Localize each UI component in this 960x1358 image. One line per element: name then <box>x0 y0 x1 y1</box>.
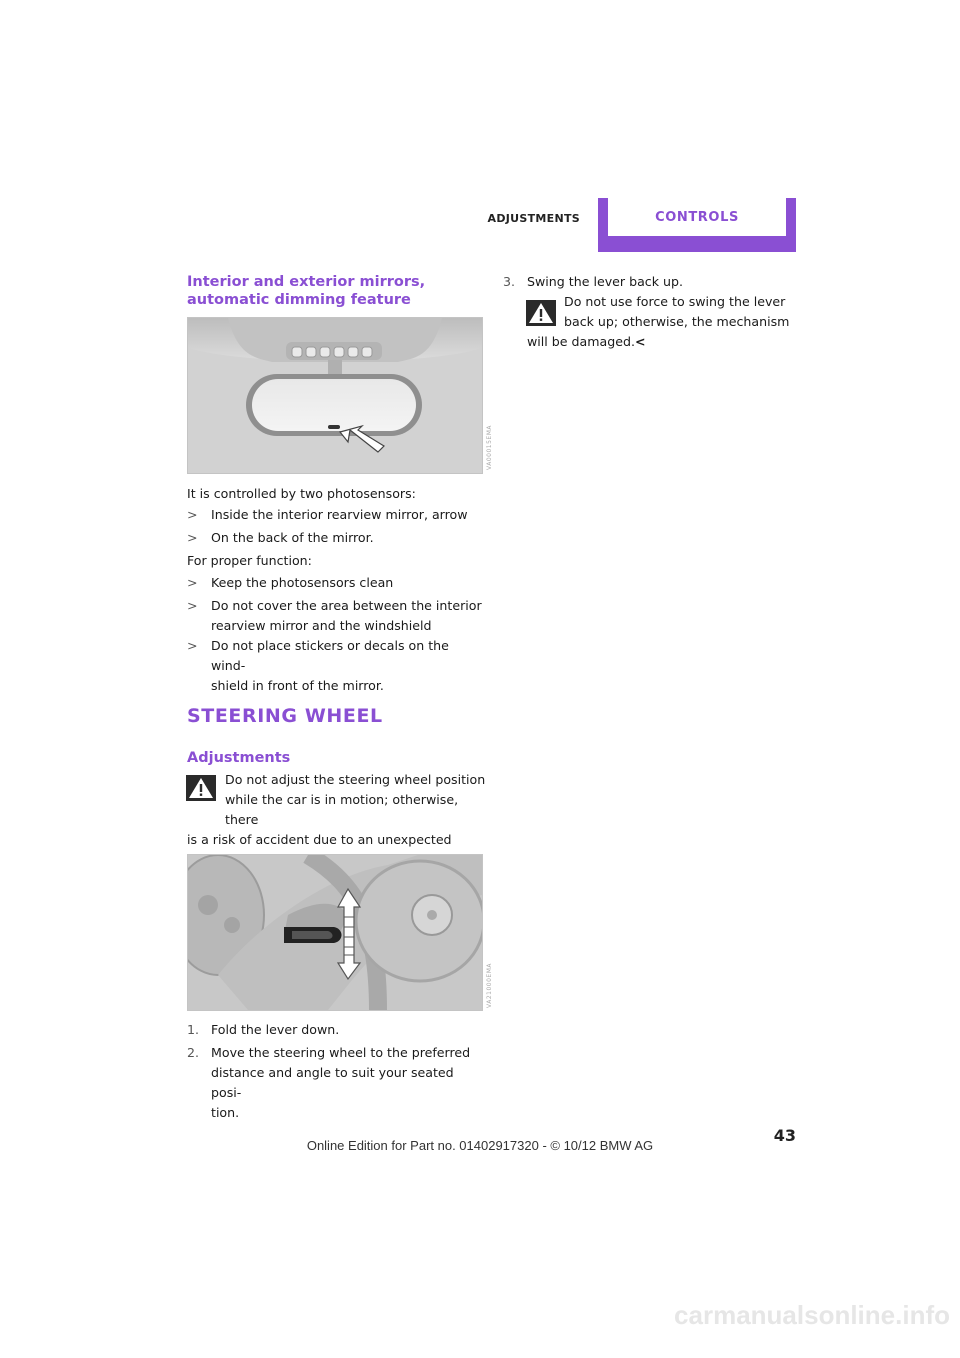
list-item: 1. Fold the lever down. <box>187 1022 340 1037</box>
function-intro: For proper function: <box>187 553 312 568</box>
list-item: 3. Swing the lever back up. <box>503 274 683 289</box>
chapter-tab <box>598 198 796 252</box>
page-number: 43 <box>773 1126 796 1145</box>
section-title: ADJUSTMENTS <box>487 212 580 225</box>
list-item: 2. Move the steering wheel to the preferred distance and angle to suit your seated posi- tion. <box>187 1045 471 1120</box>
steering-figure-code: VA21000EMA <box>486 963 493 1008</box>
steering-illustration <box>188 855 482 1010</box>
mirror-figure-code: VA00015EMA <box>486 425 493 470</box>
steering-title: STEERING WHEEL <box>187 705 383 727</box>
end-mark: < <box>634 334 646 349</box>
steering-warning: Do not adjust the steering wheel position while the car is in motion; otherwise, there is a risk of accident due to an unexpected <box>187 770 487 890</box>
list-item: > Do not cover the area between the interior rearview mirror and the windshield <box>187 598 482 633</box>
mirrors-heading: Interior and exterior mirrors, automatic dimming feature <box>187 274 426 308</box>
lever-warning: Do not use force to swing the lever back up; otherwise, the mechanism will be damaged.< <box>527 294 790 349</box>
mirrors-intro: It is controlled by two photosensors: <box>187 486 416 501</box>
steering-subtitle: Adjustments <box>187 750 291 766</box>
steering-figure <box>187 854 483 1011</box>
chapter-tab-label: CONTROLS <box>655 210 739 225</box>
list-item: > Inside the interior rearview mirror, arrow <box>187 507 468 522</box>
footer: Online Edition for Part no. 01402917320 - © 10/12 BMW AG <box>306 1138 654 1153</box>
list-item: > Do not place stickers or decals on the wind- shield in front of the mirror. <box>187 638 449 693</box>
mirror-illustration <box>188 318 482 473</box>
mirror-figure <box>187 317 483 474</box>
watermark: carmanualsonline.info <box>674 1300 950 1330</box>
list-item: > Keep the photosensors clean <box>187 575 394 590</box>
list-item: > On the back of the mirror. <box>187 530 374 545</box>
